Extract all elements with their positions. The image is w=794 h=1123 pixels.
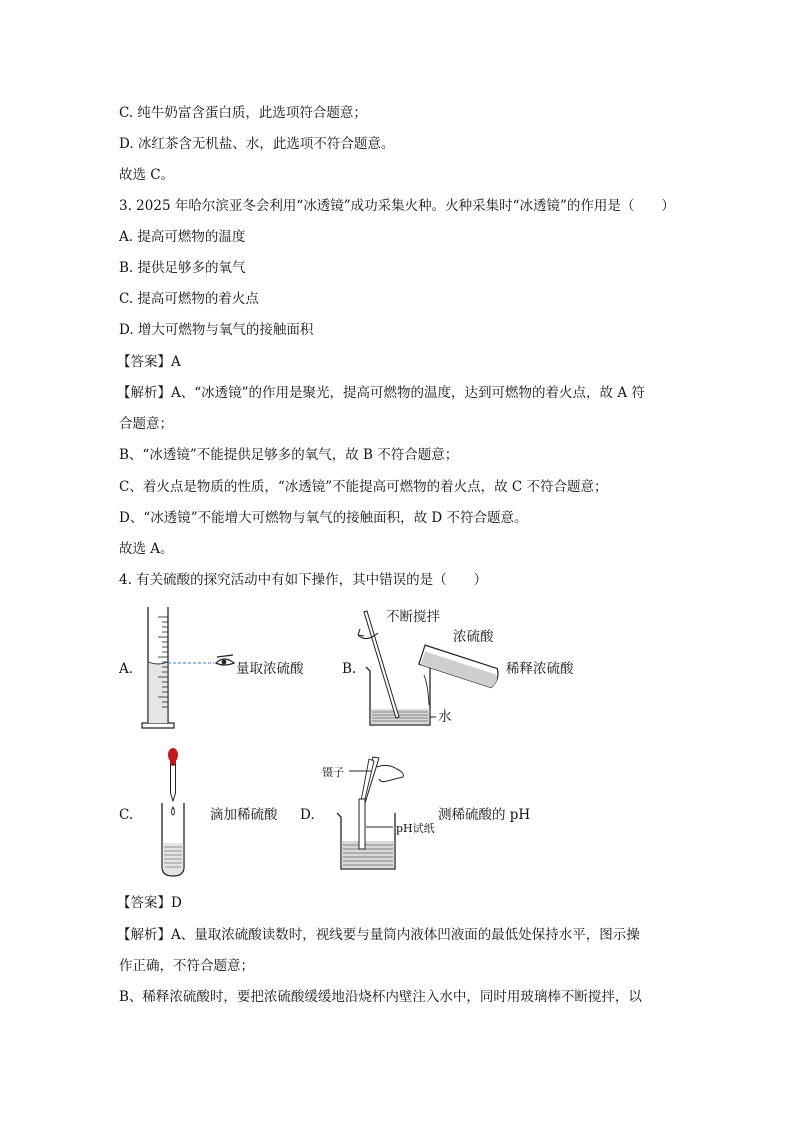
figure-c-label: 滴加稀硫酸 [210,807,278,823]
analysis-line: B、“冰透镜”不能提供足够多的氧气，故 B 不符合题意； [119,447,459,463]
figure-d-paper: pH试纸 [396,822,435,835]
text-line: D. 冰红茶含无机盐、水，此选项不符合题意。 [119,136,395,152]
ph-test-figure [335,755,435,873]
figure-d-tweezers: 镊子 [322,766,344,779]
option-c: C. 提高可燃物的着火点 [119,291,259,307]
figure-b-stir: 不断搅拌 [386,609,440,625]
analysis-line: 合题意； [119,416,173,432]
question-3: 3. 2025 年哈尔滨亚冬会利用“冰透镜”成功采集火种。火种采集时“冰透镜”的作用是（ ） [119,198,675,214]
analysis-line: 【解析】A、“冰透镜”的作用是聚光，提高可燃物的温度，达到可燃物的着火点，故 A 符 [117,385,645,401]
option-b: B. 提供足够多的氧气 [119,260,246,276]
figure-b-water: 水 [438,709,452,725]
answer: 【答案】D [117,895,182,911]
text-line: 故选 C。 [119,167,175,183]
text-line: 故选 A。 [119,541,174,557]
analysis-line: 【解析】A、量取浓硫酸读数时，视线要与量筒内液体凹液面的最低处保持水平，图示操 [117,927,640,943]
figure-d-label: 测稀硫酸的 pH [438,807,531,823]
figure-c-option: C. [119,807,134,823]
figure-b-acid: 浓硫酸 [453,629,494,645]
analysis-line: D、“冰透镜”不能增大可燃物与氧气的接触面积，故 D 不符合题意。 [119,510,528,526]
graduated-cylinder-figure [140,605,250,730]
option-d: D. 增大可燃物与氧气的接触面积 [119,322,314,338]
figure-a-option: A. [119,661,134,677]
analysis-line: 作正确，不符合题意； [119,958,254,974]
analysis-line: B、稀释浓硫酸时，要把浓硫酸缓缓地沿烧杯内壁注入水中，同时用玻璃棒不断搅拌，以 [119,989,642,1005]
figure-b-option: B. [342,661,357,677]
figure-b-label: 稀释浓硫酸 [506,661,574,677]
eye-icon [216,655,234,665]
dropper-figure [155,745,195,880]
question-4: 4. 有关硫酸的探究活动中有如下操作，其中错误的是（ ） [119,572,488,588]
figure-a-label: 量取浓硫酸 [236,661,304,677]
figure-d-option: D. [300,807,315,823]
answer: 【答案】A [117,354,181,370]
text-line: C. 纯牛奶富含蛋白质，此选项符合题意； [119,105,367,121]
analysis-line: C、着火点是物质的性质，“冰透镜”不能提高可燃物的着火点，故 C 不符合题意； [119,479,608,495]
option-a: A. 提高可燃物的温度 [119,229,246,245]
